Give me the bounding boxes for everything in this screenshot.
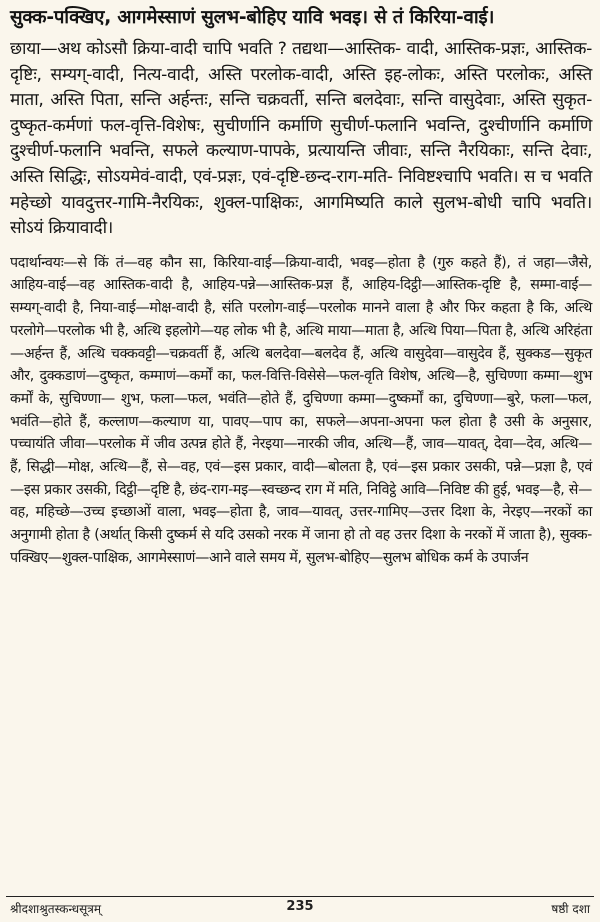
footer-chapter: षष्ठी दशा: [551, 902, 590, 916]
page-footer: [6, 896, 594, 919]
padarthanvaya-paragraph: पदार्थान्वयः—से किं तं—वह कौन सा, किरिया-वाई—क्रिया-वादी, भवइ—होता है (गुरु कहते हैं), तं जहा—जैसे, आहिय-वाई—वह आस्तिक-वादी है, आहिय-पन्ने—आस्तिक-प्रज्ञ हैं, आहिय-दिट्ठी—आस्तिक-दृष्टि है, सम्मा-वाई— सम्यग्-वादी है, निया-वाई—मोक्ष-वादी है, संति परलोग-वाई—परलोक मानने वाला है और फिर कहता है कि, अत्थि परलोगे—परलोक भी है, अत्थि इहलोगे—यह लोक भी है, अत्थि माया—माता है, अत्थि पिया—पिता है, अत्थि अरिहंता—अर्हन्त हैं, अत्थि चक्कवट्टी—चक्रवर्ती हैं, अत्थि बलदेवा—बलदेव हैं, अत्थि वासुदेवा—वासुदेव हैं, सुक्कड—सुकृत और, दुक्कडाणं—दुष्कृत, कम्माणं—कर्मों का, फल-वित्ति-विसेसे—फल-वृति विशेष, अत्थि—है, सुचिण्णा कम्मा—शुभ कर्मों के, सुचिण्णा— शुभ, फला—फल, भवंति—होते हैं, दुचिण्णा कम्मा—दुष्कर्मों का, दुचिण्णा—बुरे, फला—फल, भवंति—होते हैं, कल्लाण—कल्याण या, पावए—पाप का, सफले—अपना-अपना फल होता है उसी के अनुसार, पच्चायंति जीवा—परलोक में जीव उत्पन्न होते हैं, नेरइया—नारकी जीव, अत्थि—हैं, जाव—यावत्, देवा—देव, अत्थि—हैं, सिद्धी—मोक्ष, अत्थि—हैं, से—वह, एवं—इस प्रकार, वादी—बोलता है, एवं—इस प्रकार उसकी, पन्ने—प्रज्ञा है, एवं—इस प्रकार उसकी, दिट्ठी—दृष्टि है, छंद-राग-मइ—स्वच्छन्द राग में मति, निविट्ठे आवि—निविष्ट की हुई, भवइ—है, से—वह, महिच्छे—उच्च इच्छाओं वाला, भवइ—होता है, जाव—यावत्, उत्तर-गामिए—उत्तर दिशा के, नेरइए—नरकों का अनुगामी होता है (अर्थात् किसी दुष्कर्म से यदि उसको नरक में जाना हो तो वह उत्तर दिशा के नरकों में जाता है), सुक्क-पक्खिए—शुक्ल-पाक्षिक, आगमेस्साणं—आने वाले समय में, सुलभ-बोहिए—सुलभ बोधिक कर्म के उपार्जन: [10, 254, 592, 566]
footer-book-title: श्रीदशाश्रुतस्कन्धसूत्रम्: [10, 902, 102, 916]
chhaya-paragraph: छाया—अथ कोऽसौ क्रिया-वादी चापि भवति ? तद्यथा—आस्तिक- वादी, आस्तिक-प्रज्ञः, आस्तिक-दृष्टिः, सम्यग्-वादी, नित्य-वादी, अस्ति परलोक-वादी, अस्ति इह-लोकः, अस्ति परलोकः, अस्ति माता, अस्ति पिता, सन्ति अर्हन्तः, सन्ति चक्रवर्ती, सन्ति बलदेवाः, सन्ति वासुदेवाः, अस्ति सुकृत-दुष्कृत-कर्मणां फल-वृत्ति-विशेषः, सुचीर्णानि कर्माणि सुचीर्ण-फलानि भवन्ति, दुश्चीर्णानि कर्माणि दुश्चीर्ण-फलानि भवन्ति, सफले कल्याण-पापके, प्रत्यायन्ति जीवाः, सन्ति नैरयिकाः, सन्ति देवाः, अस्ति सिद्धिः, सोऽयमेवं-वादी, एवं-प्रज्ञः, एवं-दृष्टि-छन्द-राग-मति- निविष्टश्चापि भवति। स च भवति महेच्छो यावदुत्तर-गामि-नैरयिकः, शुक्ल-पाक्षिकः, आगमिष्यति काले सुलभ-बोधी चापि भवति। सोऽयं क्रियावादी।: [10, 39, 592, 239]
footer-page-number: 235: [286, 899, 314, 914]
page-content: [10, 4, 592, 570]
sutra-text: सुक्क-पक्खिए, आगमेस्साणं सुलभ-बोहिए यावि भवइ। से तं किरिया-वाई।: [10, 7, 495, 28]
